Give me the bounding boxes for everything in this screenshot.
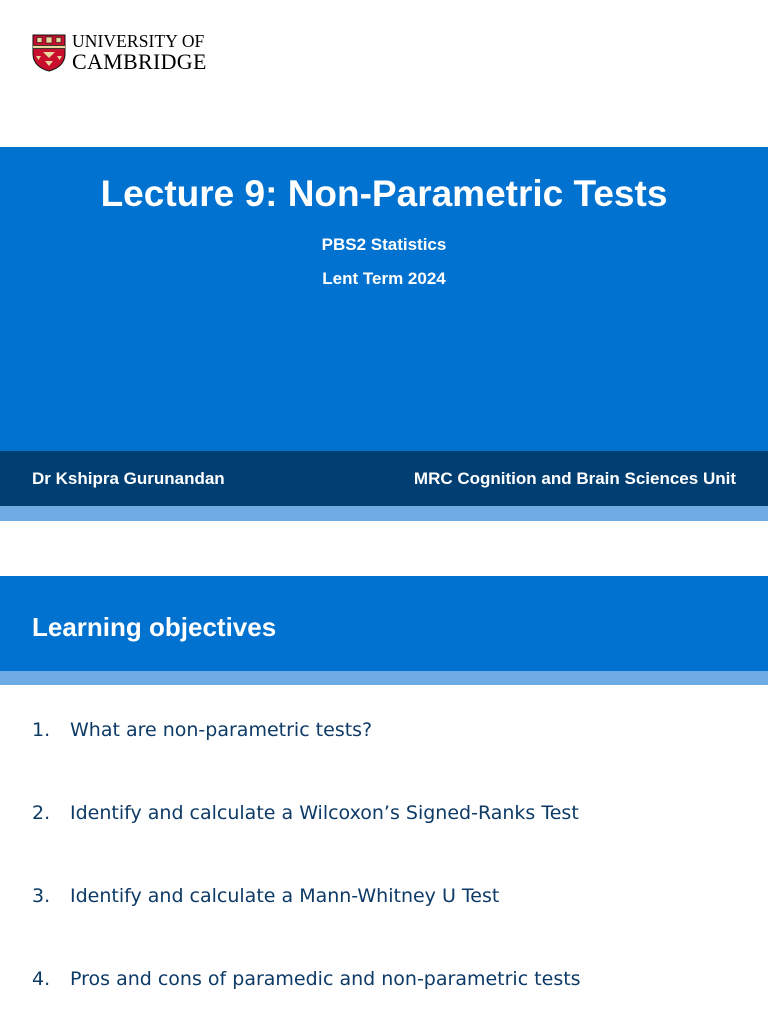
cambridge-shield-icon [32, 34, 66, 72]
list-item [32, 885, 752, 968]
term-label: Lent Term 2024 [322, 269, 446, 288]
item-number: 1. [32, 719, 51, 741]
item-text: Identify and calculate a Mann-Whitney U Test [70, 885, 500, 907]
divider-stripe [0, 506, 768, 521]
item-number: 4. [32, 968, 51, 990]
author-name: Dr Kshipra Gurunandan [32, 469, 225, 488]
divider-stripe [0, 671, 768, 685]
item-number: 3. [32, 885, 51, 907]
objectives-list [32, 719, 752, 1024]
affiliation: MRC Cognition and Brain Sciences Unit [413, 469, 736, 488]
university-logo [32, 30, 207, 75]
objectives-heading: Learning objectives [32, 612, 277, 642]
objectives-header-band [0, 576, 768, 671]
list-item [32, 802, 752, 885]
lecture-title: Lecture 9: Non-Parametric Tests [100, 173, 668, 214]
item-text: Pros and cons of paramedic and non-parametric tests [70, 968, 581, 990]
logo-line1: UNIVERSITY OF [72, 30, 205, 51]
university-wordmark [72, 30, 207, 75]
item-number: 2. [32, 802, 51, 824]
item-text: Identify and calculate a Wilcoxon’s Signed-Ranks Test [70, 802, 579, 824]
title-band [0, 147, 768, 451]
course-subtitle: PBS2 Statistics [321, 235, 447, 254]
list-item [32, 968, 752, 1024]
author-band [0, 451, 768, 506]
list-item [32, 719, 752, 802]
logo-line2: CAMBRIDGE [72, 49, 207, 75]
item-text: What are non-parametric tests? [70, 719, 373, 741]
